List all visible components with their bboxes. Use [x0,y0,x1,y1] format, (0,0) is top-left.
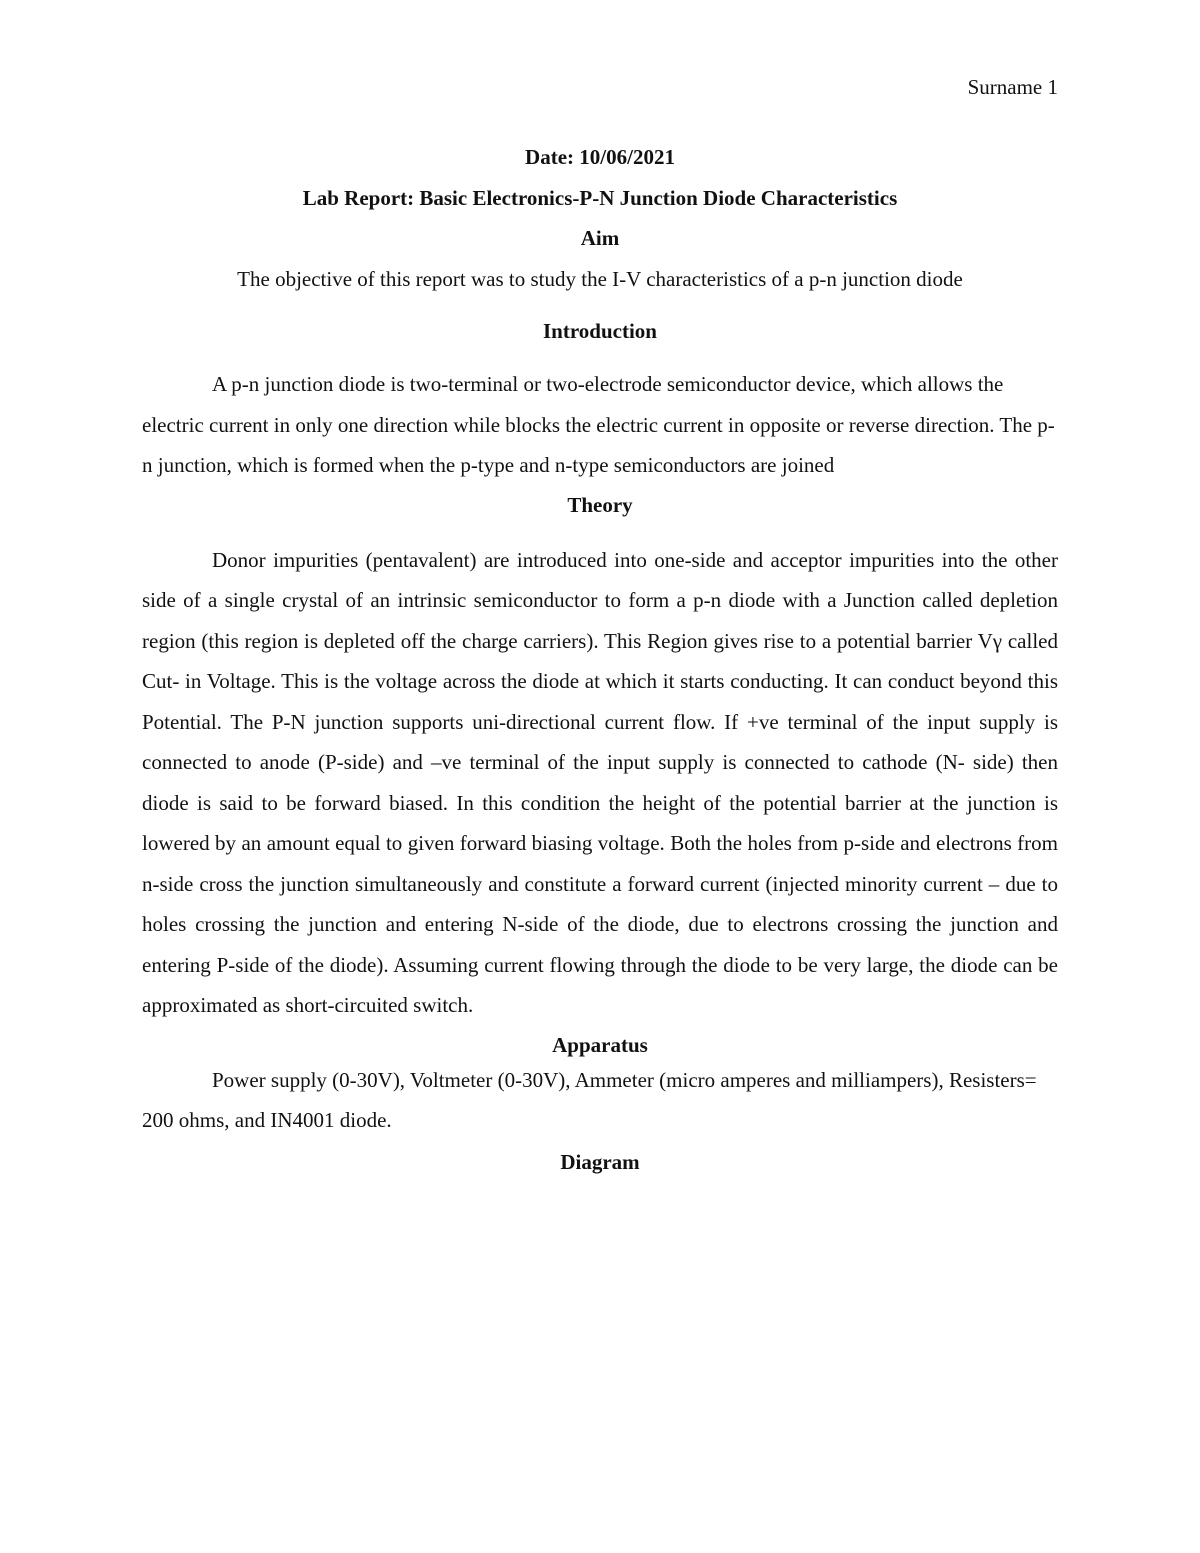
document-body [142,140,1058,1177]
theory-heading: Theory [567,492,633,517]
running-head: Surname 1 [967,75,1058,99]
aim-text: The objective of this report was to study the I-V characteristics of a p-n junction diode [237,267,963,291]
apparatus-paragraph: Power supply (0-30V), Voltmeter (0-30V), Ammeter (micro amperes and milliampers), Resisters= 200 ohms, and IN4001 diode. [142,1067,1037,1132]
report-title: Lab Report: Basic Electronics-P-N Junction Diode Characteristics [302,186,898,210]
date-line: Date: 10/06/2021 [525,145,675,169]
apparatus-heading: Apparatus [552,1032,648,1057]
aim-heading: Aim [580,226,620,250]
introduction-paragraph: A p-n junction diode is two-terminal or two-electrode semiconductor device, which allows the electric current in only one direction while blocks the electric current in opposite or reverse direction. The p-n junction, which is formed when the p-type and n-type semiconductors are joined [142,372,1055,477]
theory-paragraph: Donor impurities (pentavalent) are introduced into one-side and acceptor impurities into the other side of a single crystal of an intrinsic semiconductor to form a p-n diode with a Junction called depletion region (this region is depleted off the charge carriers). This Region gives rise to a potential barrier Vγ called Cut- in Voltage. This is the voltage across the diode at which it starts conducting. It can conduct beyond this Potential. The P-N junction supports uni-directional current flow. If +ve terminal of the input supply is connected to anode (P-side) and –ve terminal of the input supply is connected to cathode (N- side) then diode is said to be forward biased. In this condition the height of the potential barrier at the junction is lowered by an amount equal to given forward biasing voltage. Both the holes from p-side and electrons from n-side cross the junction simultaneously and constitute a forward current (injected minority current – due to holes crossing the junction and entering N-side of the diode, due to electrons crossing the junction and entering P-side of the diode). Assuming current flowing through the diode to be very large, the diode can be approximated as short-circuited switch. [142,547,1058,1017]
diagram-heading: Diagram [560,1149,640,1174]
introduction-heading: Introduction [543,319,657,343]
